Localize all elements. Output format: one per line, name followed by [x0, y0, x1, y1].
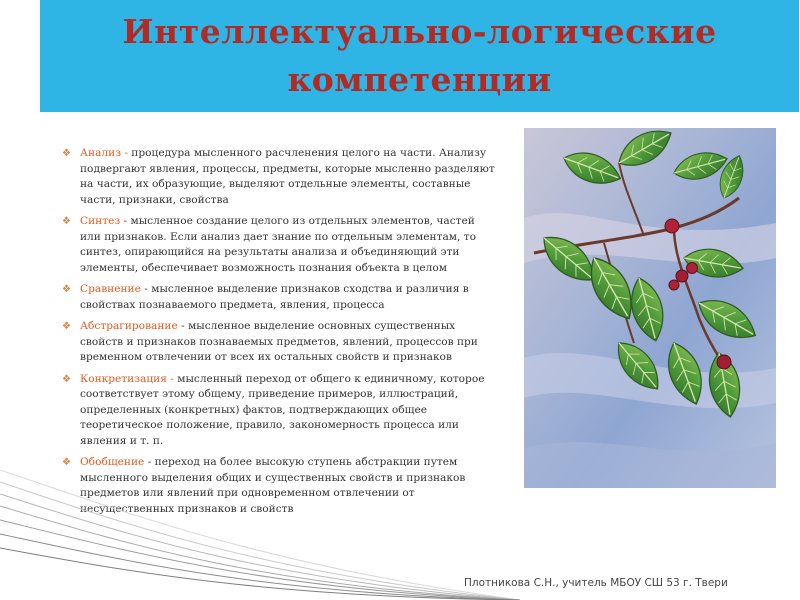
bullet-icon: ❖ [62, 373, 71, 385]
decorative-swoosh [0, 470, 520, 600]
definition-item [62, 214, 498, 276]
definition-text: переход на более высокую ступень абстракции путем мысленного выделения общих и существенных свойств и признаков предметов или явлений при одновременном отвлечении от несущественных признаков и свойств [80, 456, 466, 515]
definition-separator: - [166, 372, 178, 385]
slide-footer: Плотникова С.Н., учитель МБОУ СШ 53 г. Твери [464, 577, 728, 589]
bullet-icon: ❖ [62, 457, 71, 468]
definition-text: мысленное выделение основных существенных свойств и признаков познаваемых предметов, явлений, процессов при временном отвлечении от всех их остальных свойств и признаков [80, 320, 478, 363]
definition-text: процедура мысленного расчленения целого на части. Анализу подвергают явления, процессы, предметы, которые мысленно разделяют на части, их образующие, выделяют отдельные элементы, составные части, признаки, свойства [80, 147, 495, 206]
bullet-icon: ❖ [62, 321, 71, 332]
definition-item [62, 319, 498, 366]
bullet-icon: ❖ [62, 284, 71, 295]
definition-item [62, 282, 498, 313]
definition-item [62, 372, 498, 450]
definition-term: Обобщение [80, 456, 145, 468]
definitions-list [62, 146, 498, 523]
definition-term: Сравнение [80, 283, 141, 295]
definition-separator: - [177, 320, 189, 332]
definition-term: Абстрагирование [80, 320, 178, 332]
definition-text: мысленное создание целого из отдельных элементов, частей или признаков. Если анализ дает знание по отдельным элементам, то синтез, опирающийся на результаты анализа и объединяющий эти элементы, обеспечивает возможность познания объекта в целом [80, 215, 477, 274]
definition-separator: - [120, 215, 131, 227]
bullet-icon: ❖ [62, 216, 71, 227]
bullet-icon: ❖ [62, 148, 71, 159]
slide-title: Интеллектуально-логические компетенции [122, 12, 717, 99]
definition-text: мысленное выделение признаков сходства и различия в свойствах познаваемого предмета, явления, процесса [80, 283, 469, 311]
definition-separator: - [140, 283, 152, 295]
definition-term: Анализ [80, 147, 121, 159]
definition-separator: - [144, 456, 155, 468]
definition-item [62, 146, 498, 208]
branch-painting-image [524, 128, 776, 488]
definition-term: Конкретизация [80, 372, 167, 385]
definition-text: мысленный переход от общего к единичному, которое соответствует этому общему, приведение примеров, иллюстраций, определенных (конкретных) фактов, подтверждающих общее теоретическое положение, правило, закономерность процесса или явления и т. п. [80, 372, 485, 447]
definition-separator: - [120, 147, 132, 159]
definition-term: Синтез [80, 215, 121, 227]
